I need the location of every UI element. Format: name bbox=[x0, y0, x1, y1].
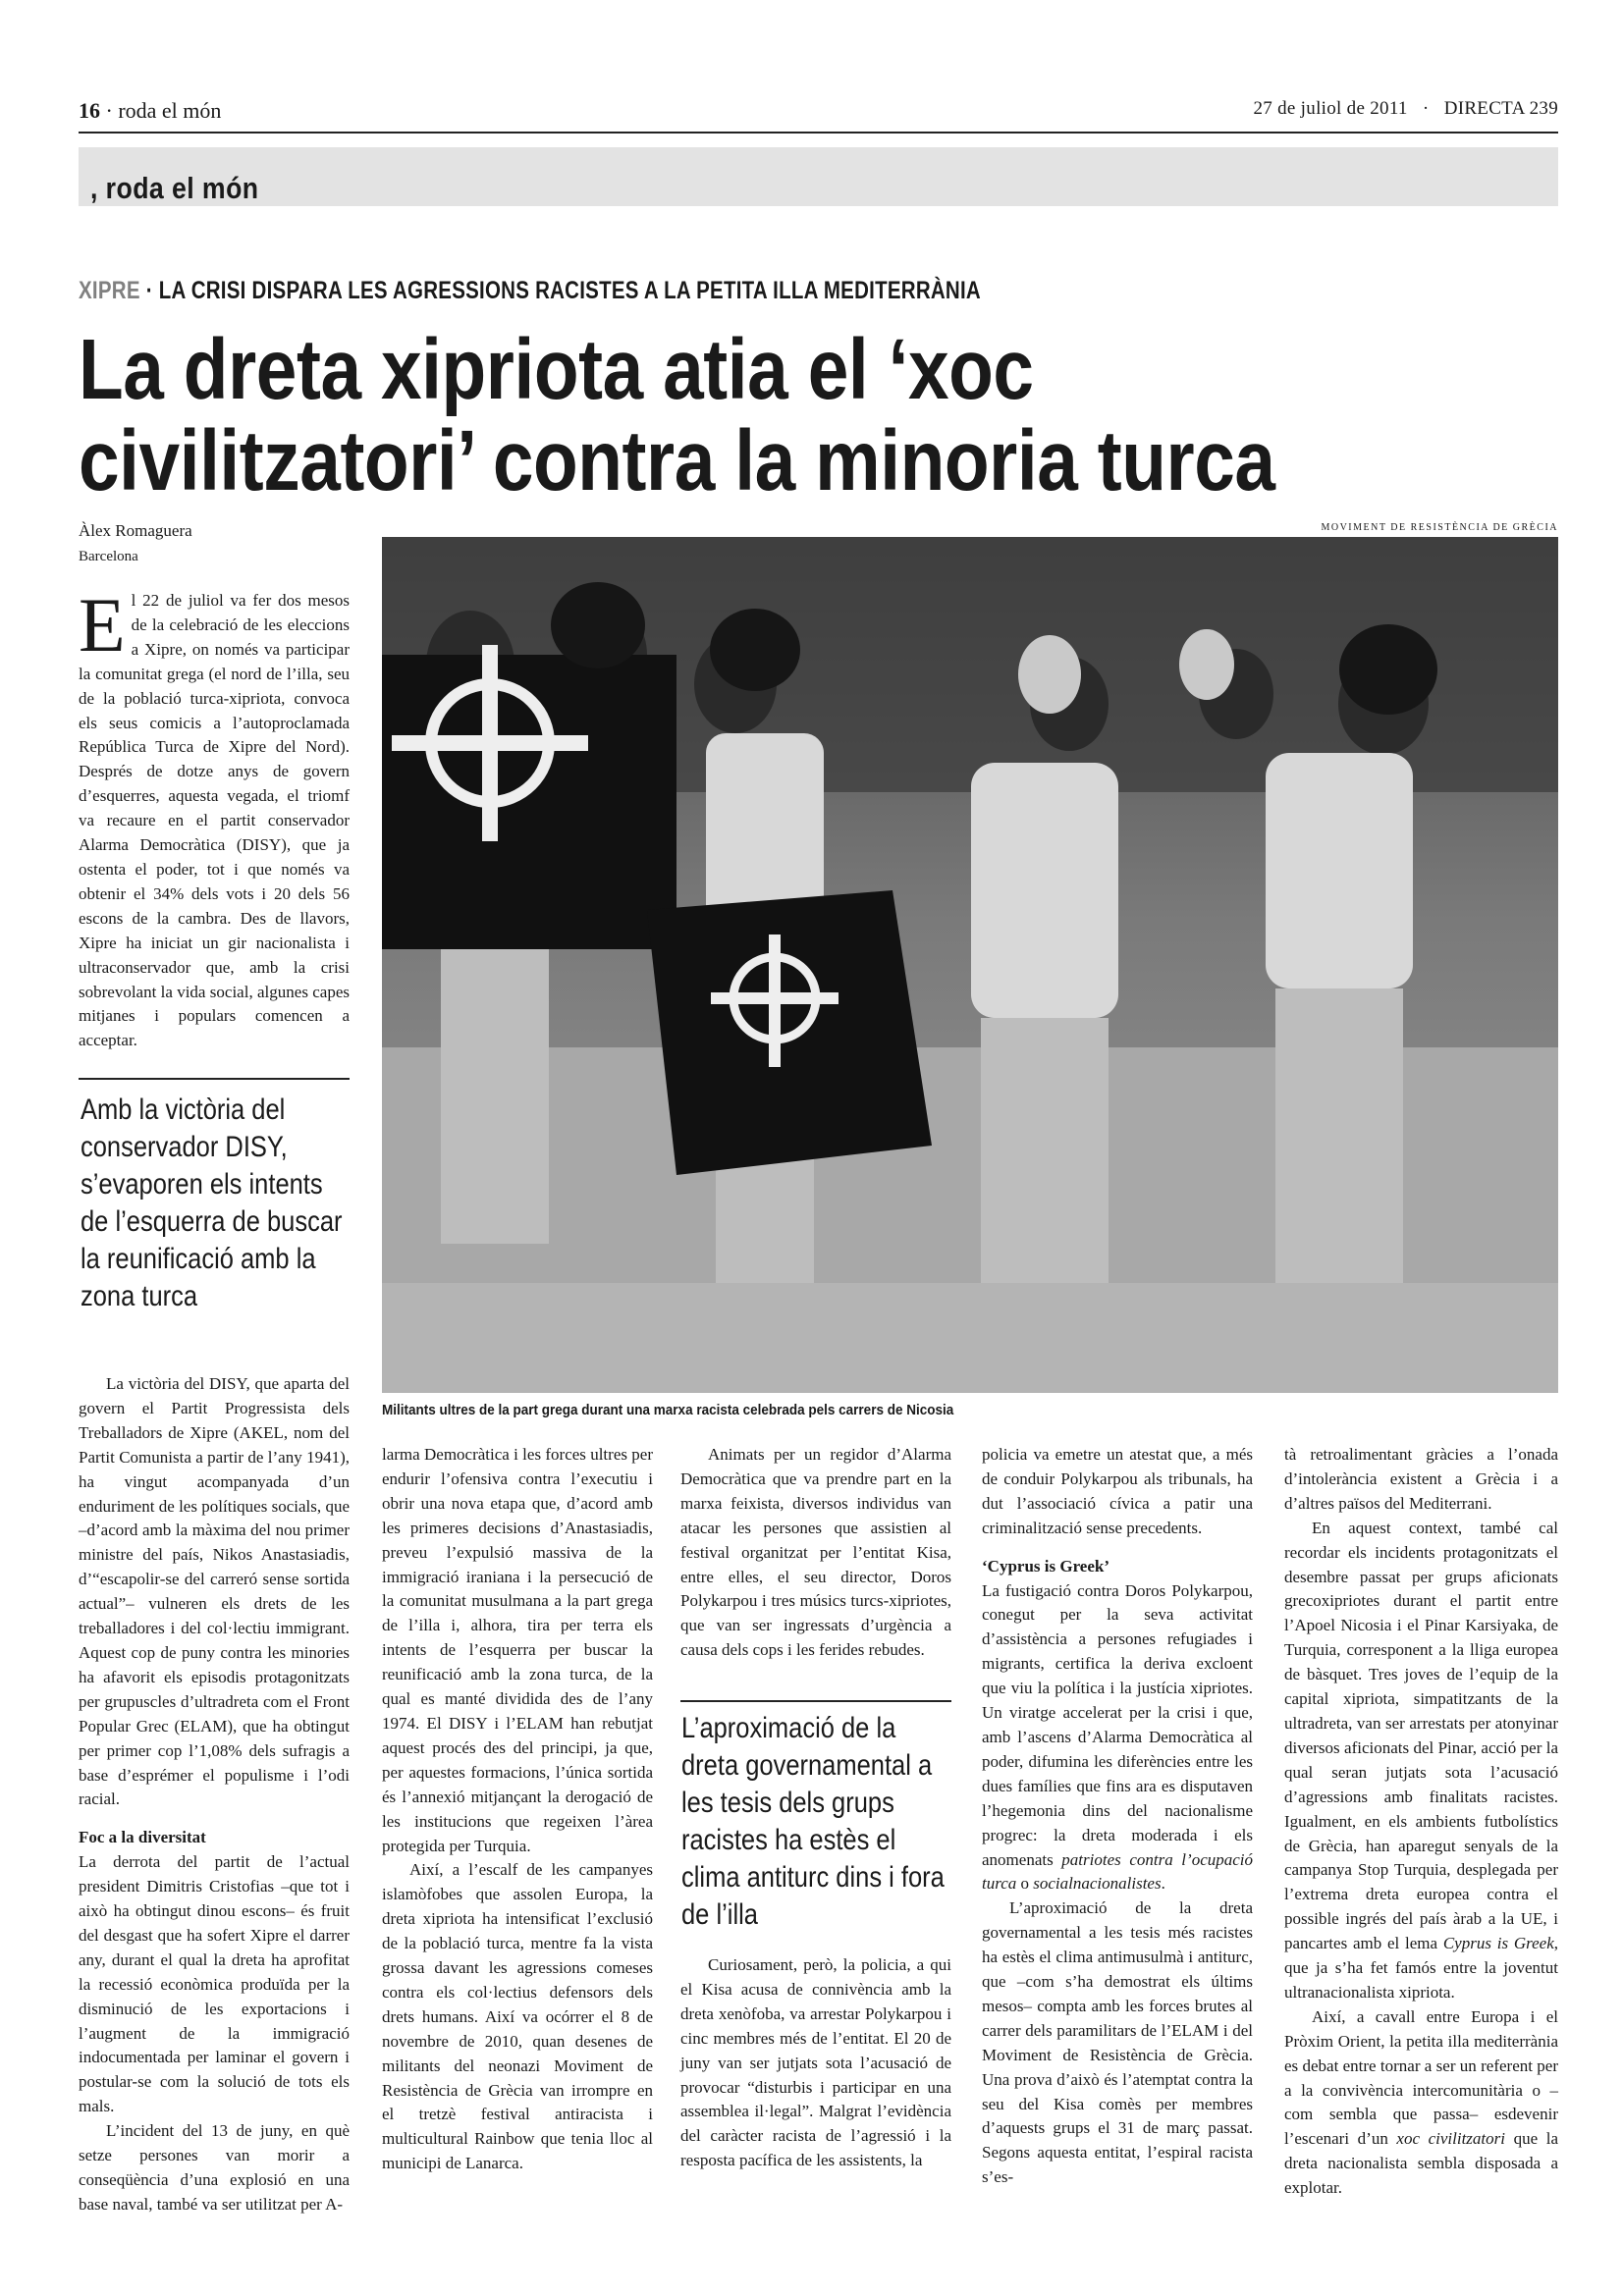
text-run: que la dreta nacionalista sembla disposada a explotar. bbox=[1284, 2129, 1558, 2198]
page-folio bbox=[79, 98, 221, 124]
column-5 bbox=[1284, 1443, 1558, 2201]
folio-issue: DIRECTA 239 bbox=[1443, 98, 1558, 119]
paragraph bbox=[1284, 1517, 1558, 2005]
pull-quote-2: L’aproximació de la dreta governamental a les tesis dels grups racistes ha estès el clima antiturc dins i fora de l’illa bbox=[681, 1712, 945, 1931]
italic-run: socialnacionalistes bbox=[1033, 1874, 1162, 1894]
lead-text: l 22 de juliol va fer dos mesos de la celebració de les eleccions a Xipre, on només va participar la comunitat grega (el nord de l’illa, seu de la població turca-xipriota, convoca els seus comicis a l’autoproclamada República Turca de Xipre del Nord). Després de dotze anys de govern d’esquerres, aquesta vegada, el triomf va recaure en el partit conservador Alarma Democràtica (DISY), que ja ostenta el poder, tot i que només va obtenir el 34% dels vots i 20 dels 56 escons de la cambra. Des de llavors, Xipre ha iniciat un gir nacionalista i ultraconservador que, amb la crisi sobrevolant la vida social, algunes capes mitjanes i populars comencen a acceptar. bbox=[79, 591, 350, 1050]
headline bbox=[79, 324, 1362, 507]
column-3 bbox=[680, 1443, 951, 1663]
column-1-continued bbox=[79, 1372, 350, 2217]
text-run: . bbox=[1161, 1874, 1165, 1894]
column-2 bbox=[382, 1443, 653, 2176]
photo-credit: MOVIMENT DE RESISTÈNCIA DE GRÈCIA bbox=[1321, 522, 1558, 533]
photo-caption: Militants ultres de la part grega durant una marxa racista celebrada pels carrers de Nicosia bbox=[382, 1402, 954, 1418]
text-run: , que ja s’ha fet famós entre la joventut ultranacionalista xipriota. bbox=[1284, 1934, 1558, 2002]
byline-author: Àlex Romaguera bbox=[79, 521, 192, 540]
text-run: La fustigació contra Doros Polykarpou, conegut per la seva activitat d’assistència a persones refugiades i migrants, certifica la deriva excloent que viu la política i la justícia xipriotes. Un viratge accelerat per la crisi i que, amb l’ascens d’Alarma Democràtica al poder, difumina les diferències entre les dues famílies que fins ara es disputaven l’hegemonia dins del nacionalisme progrec: la dreta moderada i els anomenats bbox=[982, 1580, 1253, 1869]
paragraph: L’aproximació de la dreta governamental a les tesis més racistes ha estès el clima antimusulmà i antiturc, que –com s’ha demostrat els últims mesos– compta amb les forces brutes al carrer dels paramilitars de l’ELAM i del Moviment de Resistència de Grècia. Una prova d’això és l’atemptat contra la seu del Kisa comès per membres d’aquests grups el 31 de març passat. Segons aquesta entitat, l’espiral racista s’es- bbox=[982, 1898, 1253, 2187]
headline-line-2: civilitzatori’ contra la minoria turca bbox=[79, 413, 1275, 508]
italic-run: xoc civilitzatori bbox=[1396, 2129, 1505, 2149]
pull-quote-1: Amb la victòria del conservador DISY, s’evaporen els intents de l’esquerra de buscar la reunificació amb la zona turca bbox=[81, 1094, 343, 1312]
paragraph: larma Democràtica i les forces ultres per endurir l’ofensiva contra l’executiu i obrir una nova etapa que, d’acord amb les primeres decisions d’Anastasiadis, preveu l’expulsió massiva de la immigració iraniana i la persecució de la comunitat musulmana a la part grega de l’illa i, alhora, tira per terra els intents de l’esquerra per buscar la reunificació amb la zona turca, de la qual es manté dividida des de l’any 1974. El DISY i l’ELAM han rebutjat aquest procés des del principi, ja que, per aquestes formacions, l’única sortida és l’annexió mitjançant la derogació de les institucions que regeixen l’àrea protegida per Turquia. bbox=[382, 1445, 653, 1855]
column-4 bbox=[982, 1443, 1253, 2190]
subheading: Foc a la diversitat bbox=[79, 1828, 206, 1847]
headline-line-1: La dreta xipriota atia el ‘xoc bbox=[79, 322, 1034, 417]
column-1 bbox=[79, 582, 350, 1053]
kicker-text: · LA CRISI DISPARA LES AGRESSIONS RACISTES A LA PETITA ILLA MEDITERRÀNIA bbox=[139, 277, 981, 304]
byline-place: Barcelona bbox=[79, 549, 138, 564]
italic-run: Cyprus is Greek bbox=[1442, 1934, 1554, 1953]
paragraph: tà retroalimentant gràcies a l’onada d’intolerància existent a Grècia i a d’altres països del Mediterrani. bbox=[1284, 1445, 1558, 1513]
photo-illustration bbox=[382, 537, 1558, 1393]
kicker-place: XIPRE bbox=[79, 277, 140, 304]
paragraph: La derrota del partit de l’actual president Dimitris Cristofias –que tot i això ha obtingut dinou escons– és fruit del desgast que ha sofert Xipre el darrer any, durant el qual la dreta ha aprofitat la recessió econòmica produïda per la disminució de les exportacions i l’augment de la immigració indocumentada per laminar el govern i postular-se com la solució de tots els mals. bbox=[79, 1852, 350, 2116]
subheading: ‘Cyprus is Greek’ bbox=[982, 1556, 1110, 1575]
paragraph: La victòria del DISY, que aparta del govern el Partit Progressista dels Treballadors de Xipre (AKEL, nom del Partit Comunista a partir de l’any 1941), ha vingut acompanyada d’un enduriment de les polítiques socials, que –d’acord amb la màxima del nou primer ministre del país, Nikos Anastasiadis, d’“escapolir-se del carreró sense sortida actual”– vulneren els drets de les treballadores i del col·lectiu immigrant. Aquest cop de puny contra les minories ha afavorit els episodis protagonitzats per grupuscles d’ultradreta com el Front Popular Grec (ELAM), que ha obtingut per primer cop l’1,08% dels sufragis a base d’esprémer el populisme i l’odi racial. bbox=[79, 1374, 350, 1809]
text-run: En aquest context, també cal recordar els incidents protagonitzats el desembre passat per grups aficionats grecoxipriotes durant el partit entre l’Apoel Nicosia i el Pinar Karsiyaka, de Turquia, corresponent a la lliga europea de bàsquet. Tres joves de l’equip de la capital xipriota, simpatitzants de la ultradreta, van ser arrestats per atonyinar diversos aficionats del Pinar, acció per la qual seran jutjats sota l’acusació d’agressions amb finalitats racistes. Igualment, en els ambients futbolístics de Grècia, han aparegut senyals de la campanya Stop Turquia, desplegada per l’extrema dreta europea contra el possible ingrés del país àrab a la UE, i pancartes amb el lema bbox=[1284, 1518, 1558, 1953]
byline bbox=[79, 521, 192, 565]
text-run: o bbox=[1016, 1874, 1034, 1894]
paragraph: Així, a l’escalf de les campanyes islamòfobes que assolen Europa, la dreta xipriota ha intensificat l’exclusió de la població turca, mentre fa la vista grossa davant les agressions comeses contra els col·lectius defensors dels drets humans. Així va ocórrer el 8 de novembre de 2010, quan desenes de militants del neonazi Moviment de Resistència de Grècia van irrompre en el tretzè festival antiracista i multicultural Rainbow que tenia lloc al municipi de Lanarca. bbox=[382, 1860, 653, 2173]
folio-date-issue bbox=[1253, 98, 1558, 120]
paragraph: Curiosament, però, la policia, a qui el Kisa acusa de connivència amb la dreta xenòfoba, va arrestar Polykarpou i cinc membres més de l’entitat. El 20 de juny van ser jutjats sota l’acusació de provocar “disturbis i participar en una assemblea il·legal”. Malgrat l’evidència del caràcter racista de l’agressió i la resposta pacífica de les assistents, la bbox=[680, 1955, 951, 2170]
top-rule bbox=[79, 132, 1558, 133]
pull-quote-rule-top bbox=[680, 1700, 951, 1702]
lead-paragraph bbox=[79, 582, 350, 1053]
paragraph bbox=[1284, 2005, 1558, 2201]
drop-cap: E bbox=[79, 582, 126, 667]
kicker bbox=[79, 277, 981, 305]
folio-separator: · bbox=[1422, 98, 1430, 119]
pull-quote-rule-top bbox=[79, 1078, 350, 1080]
folio-date: 27 de juliol de 2011 bbox=[1253, 98, 1408, 119]
paragraph bbox=[982, 1579, 1253, 1897]
paragraph: policia va emetre un atestat que, a més de conduir Polykarpou als tribunals, ha dut l’associació cívica a patir una criminalització sense precedents. bbox=[982, 1445, 1253, 1537]
page-number: 16 bbox=[79, 98, 100, 123]
section-bar bbox=[79, 147, 1558, 206]
italic-run: patriotes contra l’ocupació turca bbox=[982, 1849, 1254, 1894]
folio-section: · roda el món bbox=[105, 98, 222, 123]
article-photo bbox=[382, 537, 1558, 1393]
column-3-continued bbox=[680, 1953, 951, 2173]
paragraph: L’incident del 13 de juny, en què setze persones van morir a conseqüència d’una explosió en una base naval, també va ser utilitzat per A- bbox=[79, 2121, 350, 2214]
paragraph: Animats per un regidor d’Alarma Democràtica que va prendre part en la marxa feixista, diversos individus van atacar les persones que assistien al festival organitzat per l’entitat Kisa, entre elles, el seu director, Doros Polykarpou i tres músics turcs-xipriotes, que van ser ingressats d’urgència a causa dels cops i les ferides rebudes. bbox=[680, 1445, 951, 1660]
section-title: , roda el món bbox=[90, 171, 259, 205]
text-run: Així, a cavall entre Europa i el Pròxim Orient, la petita illa mediterrània es debat entre tornar a ser un referent per a la convivència intercomunitària o –com sembla que passa– esdevenir l’escenari d’un bbox=[1284, 2006, 1558, 2149]
